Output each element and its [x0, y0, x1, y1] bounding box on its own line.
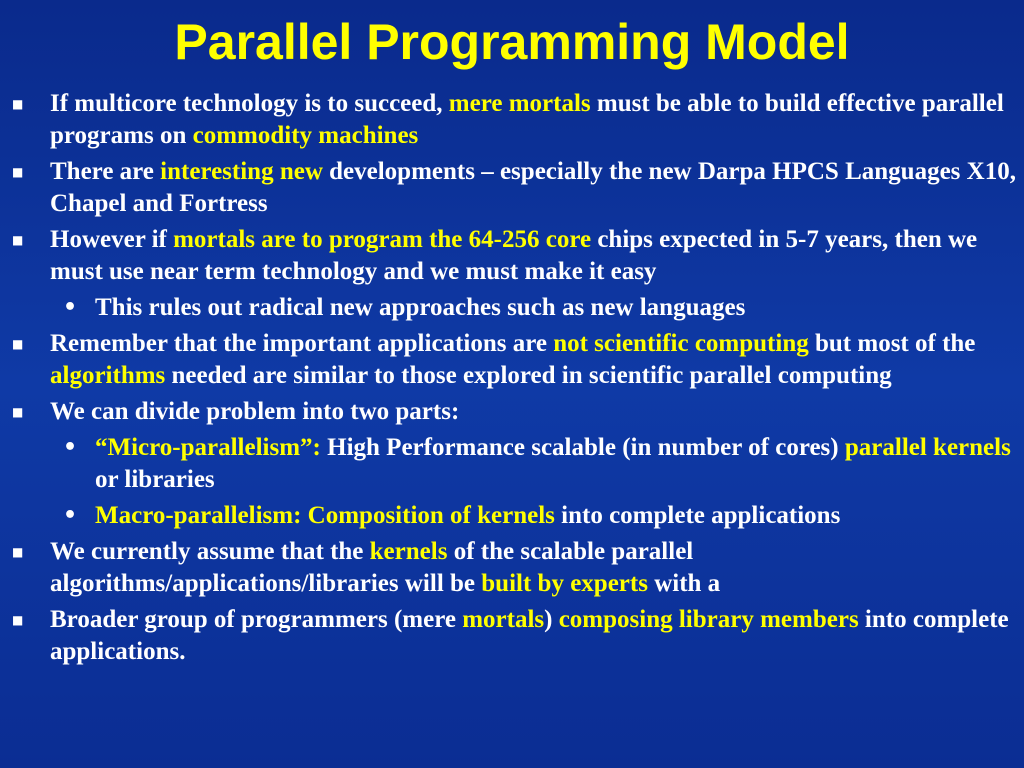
bullet-item — [8, 536, 1018, 600]
bullet-text: into complete applications. — [50, 606, 1009, 665]
bullet-text: Broader group of programmers (mere — [50, 606, 463, 633]
dot-bullet-icon: • — [63, 295, 78, 320]
sub-bullet-item — [8, 292, 1018, 324]
slide-title: Parallel Programming Model — [174, 14, 850, 70]
square-bullet-icon: ■ — [12, 233, 24, 247]
bullet-text: of the scalable parallel algorithms/applications/libraries will be — [50, 538, 694, 597]
highlighted-text: kernels — [369, 538, 448, 565]
bullet-item — [8, 88, 1018, 152]
bullet-text: High Performance scalable (in number of cores) — [320, 434, 845, 461]
bullet-text: ) — [544, 606, 559, 633]
highlighted-text: built by experts — [481, 570, 648, 597]
bullet-text: developments – especially the new Darpa HPCS Languages X10, Chapel and Fortress — [50, 158, 1016, 217]
square-bullet-icon: ■ — [12, 337, 24, 351]
bullet-text: chips expected in 5-7 years, then we must use near term technology and we must make it easy — [50, 226, 978, 285]
bullet-text: If multicore technology is to succeed, — [50, 90, 449, 117]
bullet-text: or libraries — [95, 466, 215, 493]
dot-bullet-icon: • — [63, 435, 78, 460]
highlighted-text: algorithms — [50, 362, 166, 389]
bullet-text: but most of the — [808, 330, 976, 357]
bullet-text: Remember that the important applications are — [50, 330, 554, 357]
dot-bullet-icon: • — [63, 503, 78, 528]
highlighted-text: mere mortals — [448, 90, 591, 117]
highlighted-text: interesting new — [160, 158, 323, 185]
sub-bullet-item — [8, 500, 1018, 532]
highlighted-text: Macro-parallelism: Composition of kernels — [95, 502, 555, 529]
highlighted-text: parallel kernels — [844, 434, 1011, 461]
square-bullet-icon: ■ — [12, 613, 24, 627]
bullet-item — [8, 224, 1018, 288]
bullet-text: must be able to build effective parallel programs on — [50, 90, 1004, 149]
bullet-list — [8, 88, 1018, 672]
square-bullet-icon: ■ — [12, 545, 24, 559]
square-bullet-icon: ■ — [12, 165, 24, 179]
bullet-text: with a — [647, 570, 721, 597]
square-bullet-icon: ■ — [12, 405, 24, 419]
bullet-item — [8, 604, 1018, 668]
bullet-text: We currently assume that the — [50, 538, 370, 565]
bullet-text: needed are similar to those explored in scientific parallel computing — [165, 362, 892, 389]
highlighted-text: commodity machines — [192, 122, 419, 149]
bullet-text: However if — [50, 226, 174, 253]
highlighted-text: mortals — [462, 606, 545, 633]
bullet-text: There are — [50, 158, 161, 185]
bullet-item — [8, 396, 1018, 428]
highlighted-text: composing library members — [558, 606, 859, 633]
bullet-text: This rules out radical new approaches such as new languages — [95, 294, 746, 321]
highlighted-text: mortals are to program the 64-256 core — [173, 226, 592, 253]
highlighted-text: “Micro-parallelism”: — [95, 434, 321, 461]
bullet-text: We can divide problem into two parts: — [50, 398, 460, 425]
highlighted-text: not scientific computing — [553, 330, 809, 357]
square-bullet-icon: ■ — [12, 97, 24, 111]
bullet-text: into complete applications — [554, 502, 841, 529]
bullet-item — [8, 328, 1018, 392]
bullet-item — [8, 156, 1018, 220]
sub-bullet-item — [8, 432, 1018, 496]
